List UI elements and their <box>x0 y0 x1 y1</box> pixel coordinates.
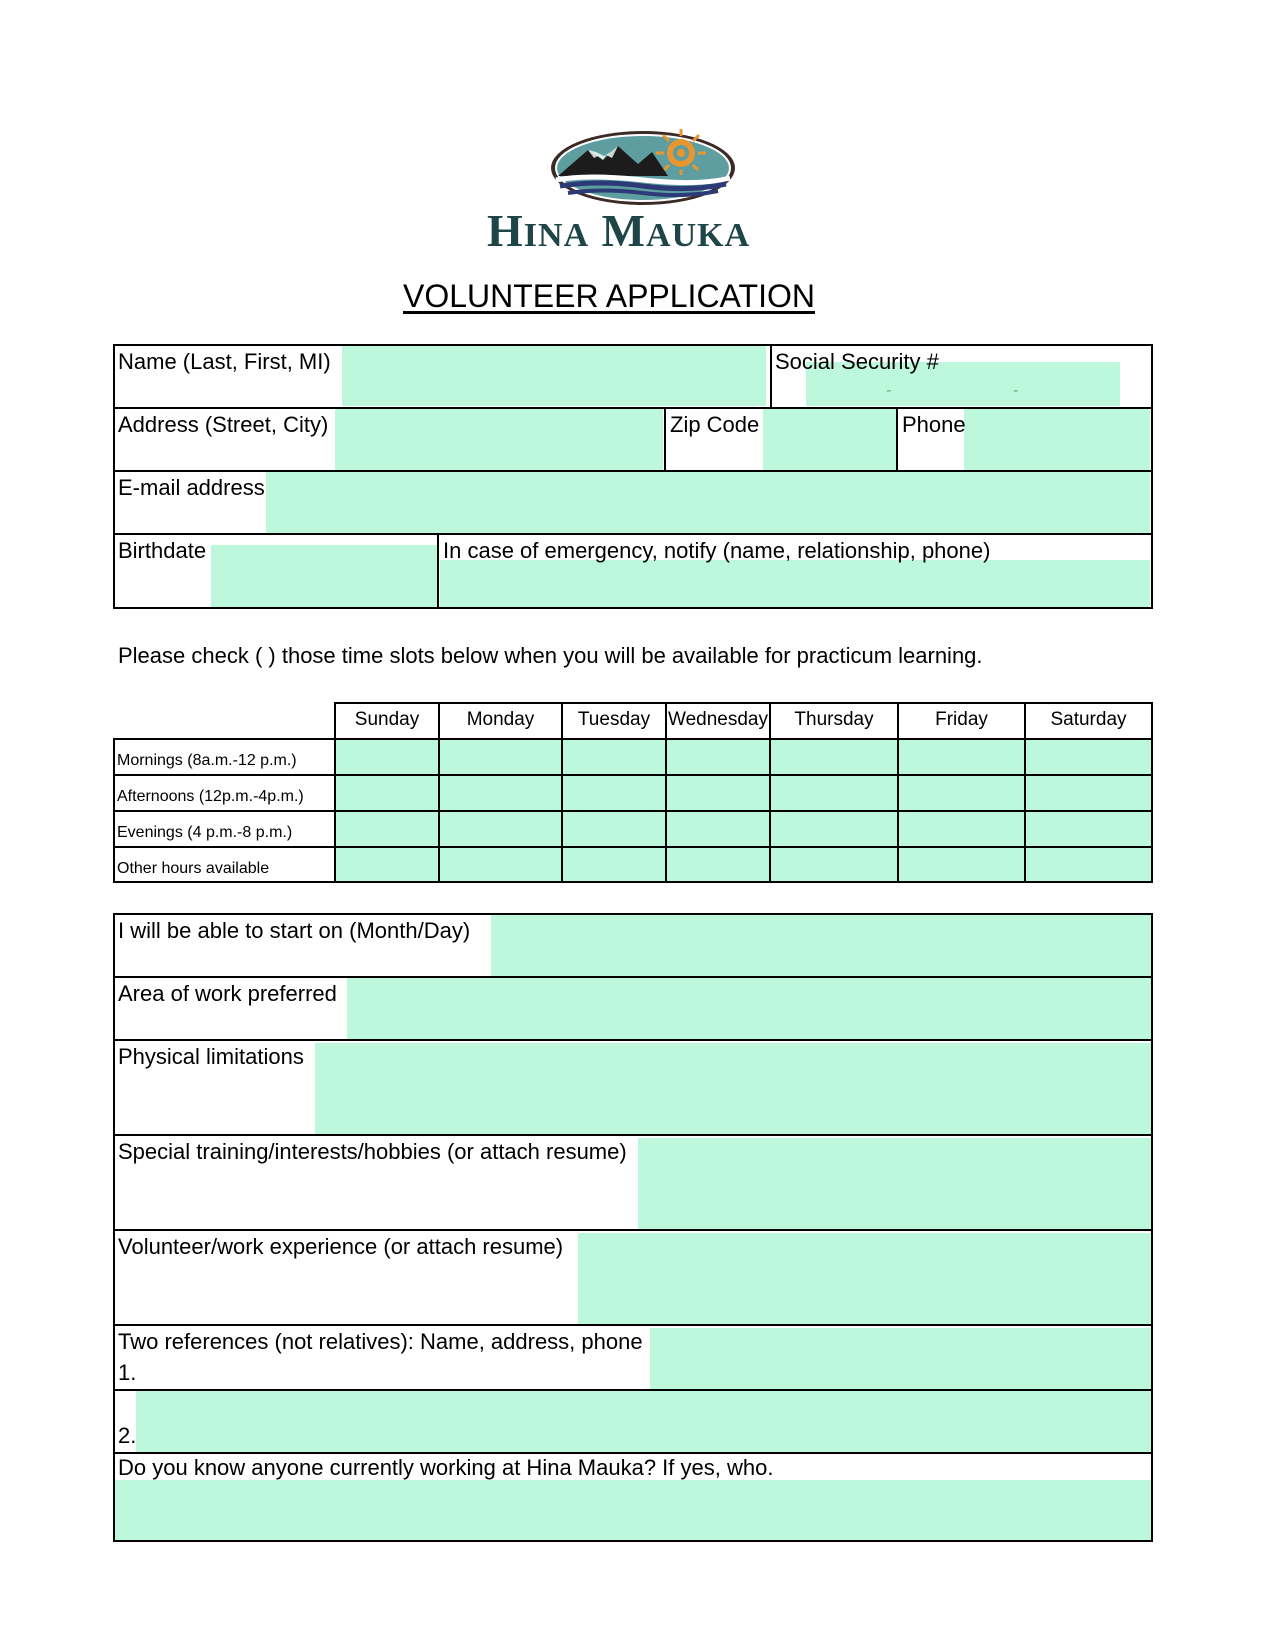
divider <box>113 1452 1153 1454</box>
divider <box>113 470 1153 472</box>
divider <box>113 1039 1153 1041</box>
day-header-wednesday: Wednesday <box>668 709 768 730</box>
reference-1-label: 1. <box>118 1360 137 1385</box>
divider <box>113 407 1153 409</box>
know-anyone-label: Do you know anyone currently working at Hina Mauka? If yes, who. <box>118 1455 774 1480</box>
logo-emblem-icon <box>548 128 738 208</box>
divider <box>896 407 898 471</box>
day-header-tuesday: Tuesday <box>577 709 651 730</box>
row-label-mornings: Mornings (8a.m.-12 p.m.) <box>117 752 297 769</box>
name-label: Name (Last, First, MI) <box>118 349 331 374</box>
phone-label: Phone <box>902 412 966 437</box>
birthdate-label: Birthdate <box>118 538 207 563</box>
row-label-afternoons: Afternoons (12p.m.-4p.m.) <box>117 788 304 805</box>
reference-2-label: 2. <box>118 1423 137 1448</box>
day-header-friday: Friday <box>935 709 988 730</box>
divider <box>113 881 1153 883</box>
day-header-sunday: Sunday <box>354 709 420 730</box>
divider <box>113 1229 1153 1231</box>
divider <box>1151 702 1153 883</box>
zip-label: Zip Code <box>670 412 760 437</box>
references-label: Two references (not relatives): Name, address, phone <box>118 1329 643 1354</box>
email-label: E-mail address <box>118 475 265 500</box>
divider <box>113 1324 1153 1326</box>
logo-wordmark: HINA MAUKA <box>487 205 751 256</box>
divider <box>113 533 1153 535</box>
ssn-separator: - <box>1013 382 1019 399</box>
start-date-label: I will be able to start on (Month/Day) <box>118 918 471 943</box>
availability-instruction: Please check ( ) those time slots below when you will be available for practicum learning. <box>118 643 983 668</box>
ssn-separator: - <box>886 382 892 399</box>
divider <box>113 846 1153 848</box>
divider <box>113 774 1153 776</box>
divider <box>113 1134 1153 1136</box>
special-training-label: Special training/interests/hobbies (or attach resume) <box>118 1139 627 1164</box>
emergency-label: In case of emergency, notify (name, relationship, phone) <box>443 538 991 563</box>
divider <box>437 533 439 609</box>
divider <box>113 976 1153 978</box>
day-header-saturday: Saturday <box>1050 709 1127 730</box>
day-header-monday: Monday <box>466 709 535 730</box>
additional-info-border <box>113 913 1153 1542</box>
divider <box>334 702 1153 704</box>
ssn-label: Social Security # <box>775 349 939 374</box>
day-header-thursday: Thursday <box>794 709 874 730</box>
row-label-other-hours: Other hours available <box>117 860 270 877</box>
row-label-evenings: Evenings (4 p.m.-8 p.m.) <box>117 824 293 841</box>
divider <box>770 344 772 408</box>
area-of-work-label: Area of work preferred <box>118 981 337 1006</box>
divider <box>113 1389 1153 1391</box>
divider <box>664 407 666 471</box>
divider <box>113 810 1153 812</box>
divider <box>113 738 115 883</box>
physical-limitations-label: Physical limitations <box>118 1044 304 1069</box>
work-experience-label: Volunteer/work experience (or attach resume) <box>118 1234 564 1259</box>
divider <box>113 738 1153 740</box>
personal-info-border <box>113 344 1153 609</box>
address-label: Address (Street, City) <box>118 412 329 437</box>
page-title: VOLUNTEER APPLICATION <box>403 278 815 314</box>
